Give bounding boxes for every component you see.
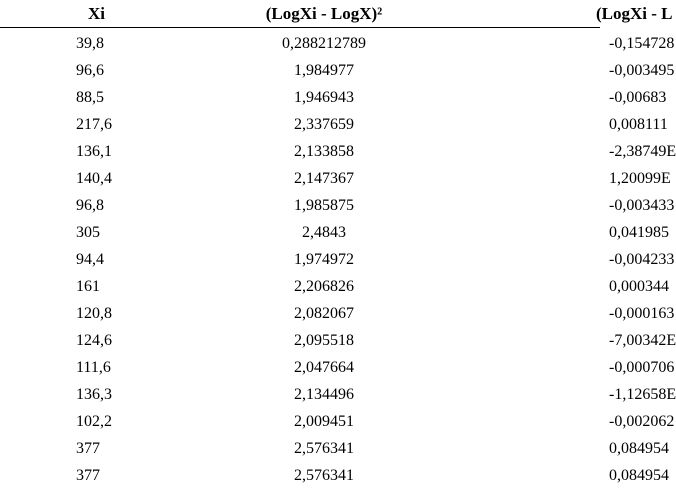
cell-squared-log-difference: 2,009451 <box>200 408 400 435</box>
cell-log-difference: -1,12658E <box>400 381 600 408</box>
table-row <box>0 219 600 246</box>
cell-xi: 88,5 <box>0 84 200 111</box>
cell-log-difference: -0,154728 <box>400 28 600 58</box>
cell-squared-log-difference: 1,974972 <box>200 246 400 273</box>
table-row <box>0 462 600 489</box>
column-header-log-difference: (LogXi - L <box>400 0 600 28</box>
cell-log-difference: 0,084954 <box>400 435 600 462</box>
table-row <box>0 381 600 408</box>
cell-squared-log-difference: 1,984977 <box>200 57 400 84</box>
cell-log-difference: -7,00342E <box>400 327 600 354</box>
cell-log-difference: -2,38749E <box>400 138 600 165</box>
cell-squared-log-difference: 2,206826 <box>200 273 400 300</box>
cell-log-difference: 1,20099E <box>400 165 600 192</box>
cell-squared-log-difference: 0,288212789 <box>200 28 400 58</box>
table-row <box>0 192 600 219</box>
cell-xi: 161 <box>0 273 200 300</box>
cell-xi: 140,4 <box>0 165 200 192</box>
header-row <box>0 0 600 28</box>
cell-squared-log-difference: 2,4843 <box>200 219 400 246</box>
column-header-squared-log-difference: (LogXi - LogX)² <box>200 0 400 28</box>
cell-xi: 377 <box>0 462 200 489</box>
cell-squared-log-difference: 2,082067 <box>200 300 400 327</box>
cell-xi: 94,4 <box>0 246 200 273</box>
cell-xi: 96,6 <box>0 57 200 84</box>
table-header <box>0 0 600 28</box>
cell-log-difference: 0,008111 <box>400 111 600 138</box>
cell-log-difference: -0,003433 <box>400 192 600 219</box>
table-row <box>0 165 600 192</box>
cell-xi: 39,8 <box>0 28 200 58</box>
cell-xi: 111,6 <box>0 354 200 381</box>
cell-squared-log-difference: 2,337659 <box>200 111 400 138</box>
cell-log-difference: -0,003495 <box>400 57 600 84</box>
cell-log-difference: -0,000163 <box>400 300 600 327</box>
table-row <box>0 84 600 111</box>
cell-xi: 120,8 <box>0 300 200 327</box>
column-header-xi: Xi <box>0 0 200 28</box>
cell-xi: 136,1 <box>0 138 200 165</box>
cell-log-difference: 0,041985 <box>400 219 600 246</box>
cell-log-difference: -0,004233 <box>400 246 600 273</box>
cell-squared-log-difference: 1,946943 <box>200 84 400 111</box>
cell-xi: 124,6 <box>0 327 200 354</box>
cell-xi: 377 <box>0 435 200 462</box>
cell-log-difference: 0,084954 <box>400 462 600 489</box>
table-row <box>0 435 600 462</box>
cell-log-difference: -0,000706 <box>400 354 600 381</box>
cell-squared-log-difference: 2,576341 <box>200 435 400 462</box>
cell-xi: 136,3 <box>0 381 200 408</box>
cell-xi: 217,6 <box>0 111 200 138</box>
cell-log-difference: -0,00683 <box>400 84 600 111</box>
table-row <box>0 273 600 300</box>
cell-xi: 96,8 <box>0 192 200 219</box>
table-row <box>0 300 600 327</box>
cell-squared-log-difference: 2,047664 <box>200 354 400 381</box>
table-row <box>0 354 600 381</box>
table-row <box>0 138 600 165</box>
cell-squared-log-difference: 2,095518 <box>200 327 400 354</box>
table-row <box>0 111 600 138</box>
cell-log-difference: 0,000344 <box>400 273 600 300</box>
cell-squared-log-difference: 2,133858 <box>200 138 400 165</box>
cell-squared-log-difference: 2,147367 <box>200 165 400 192</box>
table-row <box>0 57 600 84</box>
cell-log-difference: -0,002062 <box>400 408 600 435</box>
table-row <box>0 408 600 435</box>
cell-squared-log-difference: 2,576341 <box>200 462 400 489</box>
table-row <box>0 28 600 58</box>
cell-squared-log-difference: 1,985875 <box>200 192 400 219</box>
cell-xi: 102,2 <box>0 408 200 435</box>
table-body <box>0 28 600 489</box>
table-row <box>0 246 600 273</box>
cell-xi: 305 <box>0 219 200 246</box>
cell-squared-log-difference: 2,134496 <box>200 381 400 408</box>
table-row <box>0 327 600 354</box>
